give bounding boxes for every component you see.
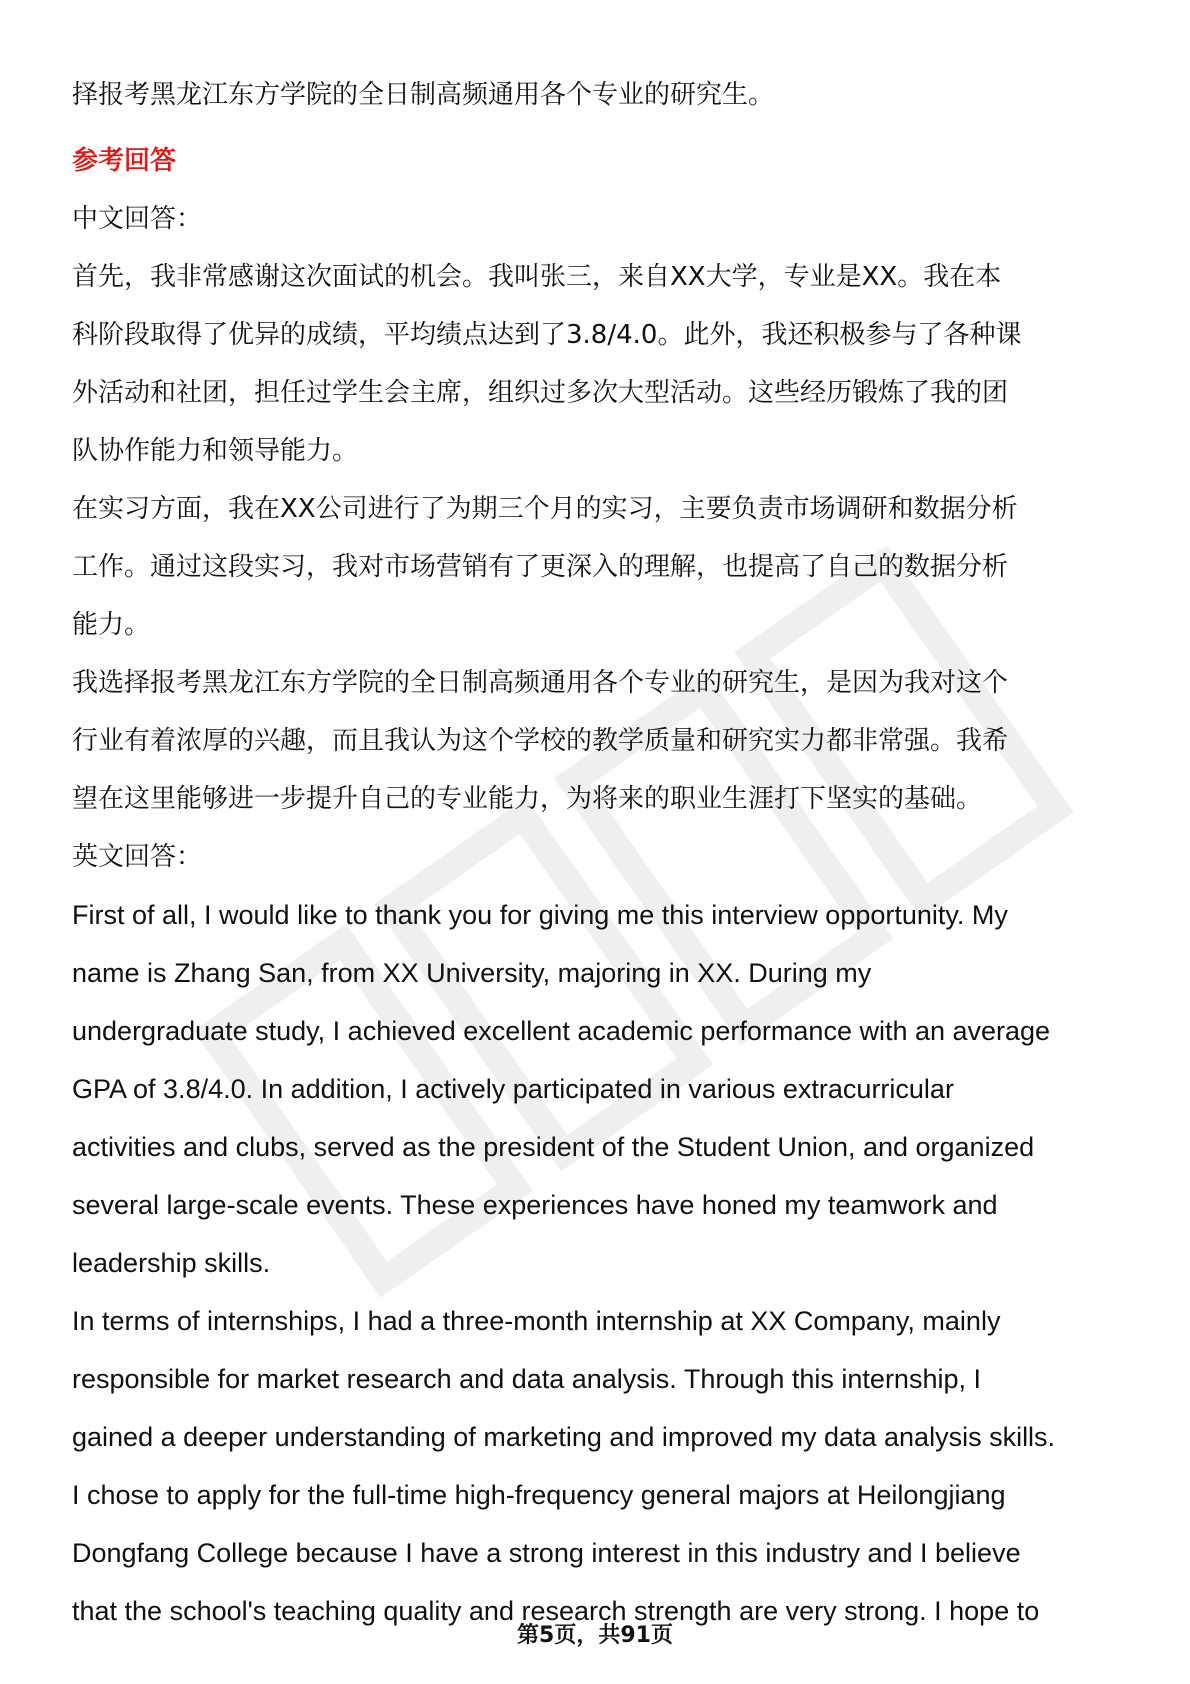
- cn-line: 工作。通过这段实习，我对市场营销有了更深入的理解，也提高了自己的数据分析: [72, 552, 1009, 582]
- en-line: gained a deeper understanding of marketing and improved my data analysis skills.: [72, 1422, 1056, 1452]
- reference-answer-heading: 参考回答: [72, 146, 177, 176]
- cn-line: 在实习方面，我在XX公司进行了为期三个月的实习，主要负责市场调研和数据分析: [72, 494, 1018, 524]
- cn-line: 首先，我非常感谢这次面试的机会。我叫张三，来自XX大学，专业是XX。我在本: [72, 262, 1002, 292]
- cn-line: 行业有着浓厚的兴趣，而且我认为这个学校的教学质量和研究实力都非常强。我希: [72, 726, 1009, 756]
- en-line: activities and clubs, served as the president of the Student Union, and organized: [72, 1132, 1035, 1162]
- intro-line: 择报考黑龙江东方学院的全日制高频通用各个专业的研究生。: [72, 80, 775, 110]
- cn-line: 外活动和社团，担任过学生会主席，组织过多次大型活动。这些经历锻炼了我的团: [72, 378, 1009, 408]
- en-line: I chose to apply for the full-time high-frequency general majors at Heilongjiang: [72, 1480, 1006, 1510]
- english-answer-body: [72, 886, 1132, 1640]
- page-number-footer: 第5页，共91页: [517, 1623, 673, 1648]
- en-line: undergraduate study, I achieved excellent academic performance with an average: [72, 1016, 1051, 1046]
- cn-line: 我选择报考黑龙江东方学院的全日制高频通用各个专业的研究生，是因为我对这个: [72, 668, 1009, 698]
- chinese-answer-heading: 中文回答：: [72, 204, 203, 234]
- en-line: responsible for market research and data analysis. Through this internship, I: [72, 1364, 981, 1394]
- cn-line: 能力。: [72, 610, 151, 640]
- en-line: that the school's teaching quality and research strength are very strong. I hope to: [72, 1596, 1040, 1626]
- document-body: [72, 66, 1132, 1640]
- en-line: In terms of internships, I had a three-month internship at XX Company, mainly: [72, 1306, 1001, 1336]
- english-answer-heading: 英文回答：: [72, 842, 203, 872]
- en-line: name is Zhang San, from XX University, majoring in XX. During my: [72, 958, 872, 988]
- cn-line: 队协作能力和领导能力。: [72, 436, 359, 466]
- chinese-answer-body: [72, 248, 1132, 828]
- en-line: Dongfang College because I have a strong interest in this industry and I believe: [72, 1538, 1021, 1568]
- en-line: several large-scale events. These experiences have honed my teamwork and: [72, 1190, 998, 1220]
- en-line: GPA of 3.8/4.0. In addition, I actively participated in various extracurricular: [72, 1074, 954, 1104]
- en-line: First of all, I would like to thank you for giving me this interview opportunity. My: [72, 900, 1008, 930]
- en-line: leadership skills.: [72, 1248, 271, 1278]
- cn-line: 望在这里能够进一步提升自己的专业能力，为将来的职业生涯打下坚实的基础。: [72, 784, 983, 814]
- cn-line: 科阶段取得了优异的成绩，平均绩点达到了3.8/4.0。此外，我还积极参与了各种课: [72, 320, 1022, 350]
